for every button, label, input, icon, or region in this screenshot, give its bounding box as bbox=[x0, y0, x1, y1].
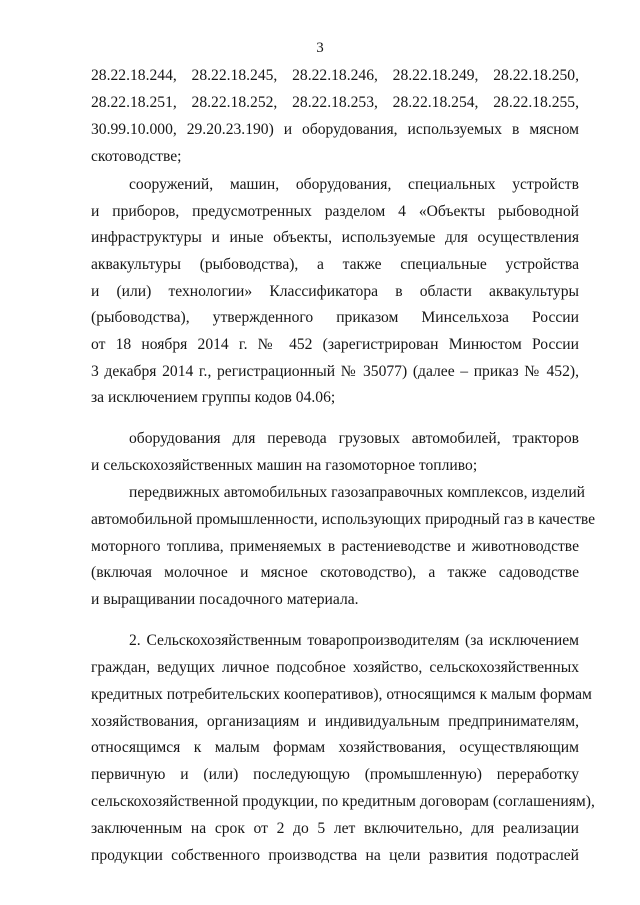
text-line: и (или) технологии» Классификатора в области аквакультуры bbox=[91, 283, 579, 300]
text-line: и выращивании посадочного материала. bbox=[91, 591, 359, 608]
text-line: сельскохозяйственной продукции, по кредитным договорам (соглашениям), bbox=[91, 793, 595, 810]
text-line: 30.99.10.000, 29.20.23.190) и оборудования, используемых в мясном bbox=[91, 121, 579, 138]
text-line: хозяйствования, организациям и индивидуальным предпринимателям, bbox=[91, 713, 579, 730]
text-line: за исключением группы кодов 04.06; bbox=[91, 389, 336, 406]
text-line: (рыбоводства), утвержденного приказом Минсельхоза России bbox=[91, 309, 579, 326]
text-line: и приборов, предусмотренных разделом 4 «Объекты рыбоводной bbox=[91, 203, 579, 220]
text-line: граждан, ведущих личное подсобное хозяйство, сельскохозяйственных bbox=[91, 659, 579, 676]
text-line: (включая молочное и мясное скотоводство), а также садоводстве bbox=[91, 564, 579, 581]
text-line: и сельскохозяйственных машин на газомоторное топливо; bbox=[91, 457, 478, 474]
text-line: относящимся к малым формам хозяйствования, осуществляющим bbox=[91, 739, 579, 756]
paragraph-first-line: оборудования для перевода грузовых автомобилей, тракторов bbox=[129, 430, 579, 447]
text-line: инфраструктуры и иные объекты, используемые для осуществления bbox=[91, 229, 579, 246]
text-line: от 18 ноября 2014 г. № 452 (зарегистрирован Минюстом России bbox=[91, 336, 579, 353]
paragraph-first-line: сооружений, машин, оборудования, специальных устройств bbox=[129, 176, 579, 193]
text-line: автомобильной промышленности, использующих природный газ в качестве bbox=[91, 511, 596, 528]
text-line: моторного топлива, применяемых в растениеводстве и животноводстве bbox=[91, 538, 579, 555]
paragraph-first-line: передвижных автомобильных газозаправочных комплексов, изделий bbox=[129, 484, 586, 501]
text-line: 28.22.18.251, 28.22.18.252, 28.22.18.253, 28.22.18.254, 28.22.18.255, bbox=[91, 94, 579, 111]
text-line: заключенным на срок от 2 до 5 лет включительно, для реализации bbox=[91, 820, 579, 837]
text-line: продукции собственного производства на цели развития подотраслей bbox=[91, 847, 579, 864]
text-line: 28.22.18.244, 28.22.18.245, 28.22.18.246, 28.22.18.249, 28.22.18.250, bbox=[91, 67, 579, 84]
text-line: кредитных потребительских кооперативов), относящимся к малым формам bbox=[91, 686, 592, 703]
paragraph-first-line: 2. Сельскохозяйственным товаропроизводителям (за исключением bbox=[129, 632, 579, 649]
page-number: 3 bbox=[316, 40, 324, 56]
text-line: аквакультуры (рыбоводства), а также специальные устройства bbox=[91, 256, 579, 273]
text-line: скотоводстве; bbox=[91, 148, 182, 165]
text-line: первичную и (или) последующую (промышленную) переработку bbox=[91, 766, 579, 783]
text-line: 3 декабря 2014 г., регистрационный № 35077) (далее – приказ № 452), bbox=[91, 363, 579, 380]
